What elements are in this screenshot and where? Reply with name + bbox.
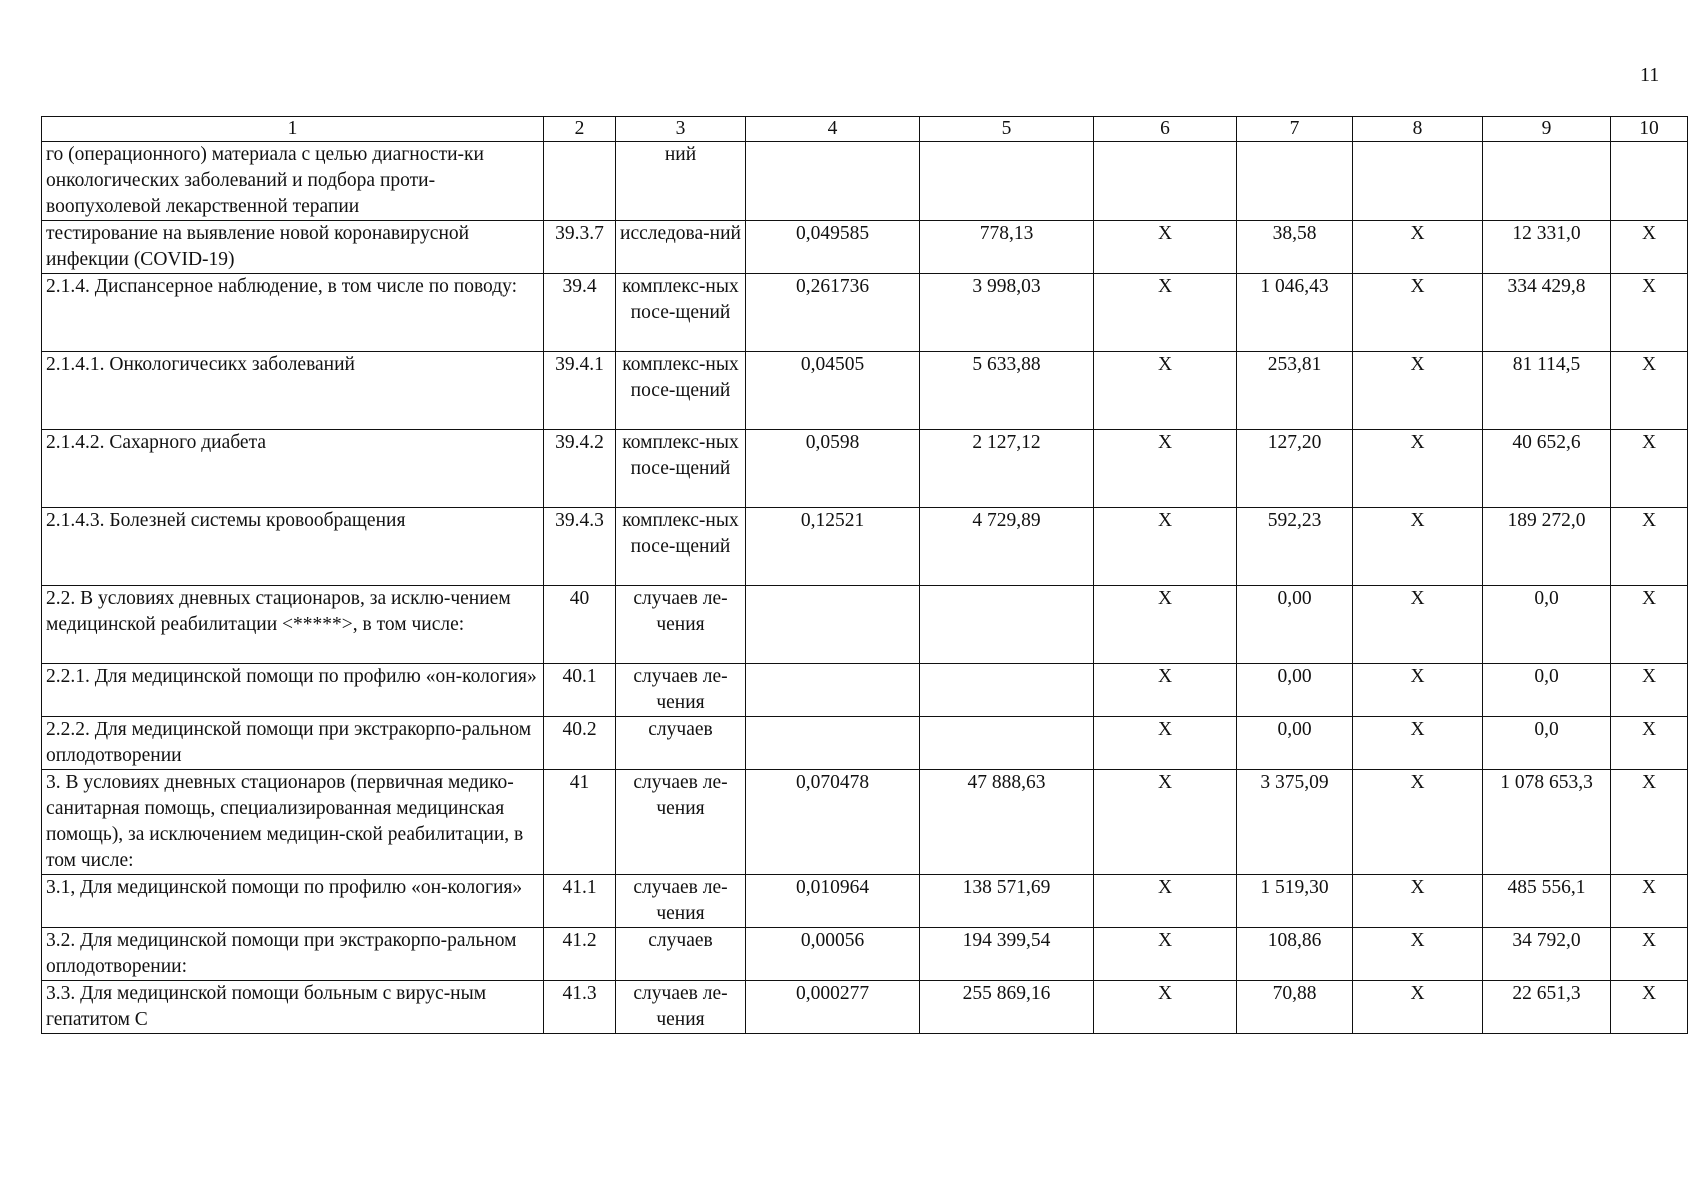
cell-norm-cost: 4 729,89 <box>920 508 1094 586</box>
cell-col-10: Х <box>1611 586 1688 664</box>
cell-unit: комплекс-ных посе-щений <box>616 352 746 430</box>
cell-col-6: Х <box>1094 928 1237 981</box>
cell-row-code: 41 <box>544 770 616 875</box>
cell-row-label: 2.1.4.1. Онкологичесикх заболеваний <box>42 352 544 430</box>
cell-col-6: Х <box>1094 664 1237 717</box>
cell-norm-cost <box>920 586 1094 664</box>
cell-col-6: Х <box>1094 717 1237 770</box>
cell-row-code: 41.3 <box>544 981 616 1034</box>
cell-per-capita: 70,88 <box>1237 981 1353 1034</box>
cell-row-label: 2.1.4.3. Болезней системы кровообращения <box>42 508 544 586</box>
cell-norm-cost: 3 998,03 <box>920 274 1094 352</box>
cell-norm-volume <box>746 717 920 770</box>
cell-total-sum: 334 429,8 <box>1483 274 1611 352</box>
cell-col-8: Х <box>1353 274 1483 352</box>
cell-norm-cost <box>920 717 1094 770</box>
cell-norm-volume: 0,04505 <box>746 352 920 430</box>
cell-col-6: Х <box>1094 770 1237 875</box>
cell-per-capita: 0,00 <box>1237 586 1353 664</box>
cell-col-10: Х <box>1611 981 1688 1034</box>
cell-norm-volume: 0,070478 <box>746 770 920 875</box>
cell-norm-cost: 138 571,69 <box>920 875 1094 928</box>
cell-total-sum: 485 556,1 <box>1483 875 1611 928</box>
cell-per-capita: 108,86 <box>1237 928 1353 981</box>
cell-unit: случаев <box>616 717 746 770</box>
cell-col-8: Х <box>1353 221 1483 274</box>
cell-norm-volume: 0,0598 <box>746 430 920 508</box>
cell-unit: случаев ле-чения <box>616 664 746 717</box>
cell-norm-volume: 0,010964 <box>746 875 920 928</box>
cell-row-code: 41.2 <box>544 928 616 981</box>
cell-norm-volume: 0,000277 <box>746 981 920 1034</box>
cell-row-label: тестирование на выявление новой коронавирусной инфекции (COVID-19) <box>42 221 544 274</box>
cell-row-code: 40.1 <box>544 664 616 717</box>
page-number: 11 <box>1640 64 1660 86</box>
column-header: 4 <box>746 117 920 142</box>
cell-col-6: Х <box>1094 274 1237 352</box>
table-row <box>42 430 1688 508</box>
cell-row-code: 41.1 <box>544 875 616 928</box>
cell-row-code: 40 <box>544 586 616 664</box>
table-row <box>42 875 1688 928</box>
column-header: 1 <box>42 117 544 142</box>
cell-col-10: Х <box>1611 928 1688 981</box>
cell-col-8: Х <box>1353 981 1483 1034</box>
column-header: 2 <box>544 117 616 142</box>
column-header: 9 <box>1483 117 1611 142</box>
cell-col-6 <box>1094 142 1237 221</box>
cell-row-label: 3.3. Для медицинской помощи больным с вирус-ным гепатитом С <box>42 981 544 1034</box>
cell-col-8: Х <box>1353 508 1483 586</box>
cell-norm-cost: 5 633,88 <box>920 352 1094 430</box>
cell-total-sum: 81 114,5 <box>1483 352 1611 430</box>
cell-row-code: 39.3.7 <box>544 221 616 274</box>
cell-col-8: Х <box>1353 717 1483 770</box>
cell-total-sum: 1 078 653,3 <box>1483 770 1611 875</box>
cell-norm-cost: 2 127,12 <box>920 430 1094 508</box>
cell-row-label: 2.2. В условиях дневных стационаров, за исклю-чением медицинской реабилитации <*****>, в том числе: <box>42 586 544 664</box>
cell-row-code: 40.2 <box>544 717 616 770</box>
table-row <box>42 142 1688 221</box>
table-row <box>42 664 1688 717</box>
cell-row-code: 39.4.3 <box>544 508 616 586</box>
cell-row-label: 2.2.2. Для медицинской помощи при экстракорпо-ральном оплодотворении <box>42 717 544 770</box>
cell-col-8: Х <box>1353 664 1483 717</box>
cell-row-label: го (операционного) материала с целью диагности-ки онкологических заболеваний и подбора проти-воопухолевой лекарственной терапии <box>42 142 544 221</box>
cell-total-sum: 0,0 <box>1483 717 1611 770</box>
cell-total-sum: 40 652,6 <box>1483 430 1611 508</box>
cell-row-label: 3.2. Для медицинской помощи при экстракорпо-ральном оплодотворении: <box>42 928 544 981</box>
cell-unit: ний <box>616 142 746 221</box>
cell-per-capita: 1 046,43 <box>1237 274 1353 352</box>
cell-per-capita: 0,00 <box>1237 717 1353 770</box>
table-row <box>42 717 1688 770</box>
table-row <box>42 770 1688 875</box>
cell-per-capita: 0,00 <box>1237 664 1353 717</box>
cell-total-sum <box>1483 142 1611 221</box>
cell-total-sum: 34 792,0 <box>1483 928 1611 981</box>
cell-total-sum: 12 331,0 <box>1483 221 1611 274</box>
cell-unit: случаев ле-чения <box>616 981 746 1034</box>
cell-col-10: Х <box>1611 221 1688 274</box>
cell-row-code <box>544 142 616 221</box>
cell-norm-volume: 0,261736 <box>746 274 920 352</box>
cell-per-capita: 592,23 <box>1237 508 1353 586</box>
cell-norm-cost: 255 869,16 <box>920 981 1094 1034</box>
cell-col-10 <box>1611 142 1688 221</box>
cell-per-capita <box>1237 142 1353 221</box>
cell-total-sum: 0,0 <box>1483 586 1611 664</box>
table-row <box>42 586 1688 664</box>
cell-norm-volume <box>746 142 920 221</box>
cell-norm-volume <box>746 664 920 717</box>
column-header: 6 <box>1094 117 1237 142</box>
cell-col-6: Х <box>1094 586 1237 664</box>
table-row <box>42 274 1688 352</box>
cell-col-8: Х <box>1353 352 1483 430</box>
cell-total-sum: 189 272,0 <box>1483 508 1611 586</box>
cell-norm-volume: 0,00056 <box>746 928 920 981</box>
cell-col-6: Х <box>1094 508 1237 586</box>
cell-per-capita: 253,81 <box>1237 352 1353 430</box>
cell-col-10: Х <box>1611 508 1688 586</box>
table-row <box>42 928 1688 981</box>
cell-row-code: 39.4.1 <box>544 352 616 430</box>
cell-col-10: Х <box>1611 875 1688 928</box>
cell-unit: исследова-ний <box>616 221 746 274</box>
cell-row-label: 3.1, Для медицинской помощи по профилю «он-кология» <box>42 875 544 928</box>
cell-unit: комплекс-ных посе-щений <box>616 274 746 352</box>
cell-row-label: 2.2.1. Для медицинской помощи по профилю «он-кология» <box>42 664 544 717</box>
table-row <box>42 981 1688 1034</box>
cell-col-10: Х <box>1611 770 1688 875</box>
cell-norm-cost: 778,13 <box>920 221 1094 274</box>
column-number-row <box>42 117 1688 142</box>
cell-total-sum: 0,0 <box>1483 664 1611 717</box>
cell-norm-cost: 47 888,63 <box>920 770 1094 875</box>
cell-col-10: Х <box>1611 664 1688 717</box>
cell-col-6: Х <box>1094 430 1237 508</box>
cell-norm-cost: 194 399,54 <box>920 928 1094 981</box>
cell-col-6: Х <box>1094 352 1237 430</box>
cell-unit: случаев ле-чения <box>616 875 746 928</box>
cell-col-8: Х <box>1353 928 1483 981</box>
cell-total-sum: 22 651,3 <box>1483 981 1611 1034</box>
table-row <box>42 221 1688 274</box>
cell-row-label: 2.1.4.2. Сахарного диабета <box>42 430 544 508</box>
cell-col-6: Х <box>1094 221 1237 274</box>
cell-col-6: Х <box>1094 981 1237 1034</box>
column-header: 8 <box>1353 117 1483 142</box>
cell-col-10: Х <box>1611 274 1688 352</box>
cell-row-label: 3. В условиях дневных стационаров (первичная медико-санитарная помощь, специализированная медицинская помощь), за исключением медицин-ской реабилитации, в том числе: <box>42 770 544 875</box>
cell-col-8: Х <box>1353 586 1483 664</box>
cell-per-capita: 1 519,30 <box>1237 875 1353 928</box>
cell-norm-cost <box>920 142 1094 221</box>
cell-col-8: Х <box>1353 875 1483 928</box>
cell-norm-volume <box>746 586 920 664</box>
cell-norm-cost <box>920 664 1094 717</box>
cell-unit: комплекс-ных посе-щений <box>616 508 746 586</box>
cell-row-code: 39.4.2 <box>544 430 616 508</box>
column-header: 10 <box>1611 117 1688 142</box>
cell-col-10: Х <box>1611 430 1688 508</box>
cell-col-8: Х <box>1353 430 1483 508</box>
cell-row-code: 39.4 <box>544 274 616 352</box>
cell-unit: случаев ле-чения <box>616 770 746 875</box>
cell-per-capita: 38,58 <box>1237 221 1353 274</box>
cell-per-capita: 3 375,09 <box>1237 770 1353 875</box>
cell-unit: случаев <box>616 928 746 981</box>
cell-unit: случаев ле-чения <box>616 586 746 664</box>
cell-col-10: Х <box>1611 717 1688 770</box>
table-row <box>42 508 1688 586</box>
cell-col-8: Х <box>1353 770 1483 875</box>
cell-norm-volume: 0,12521 <box>746 508 920 586</box>
column-header: 5 <box>920 117 1094 142</box>
table-row <box>42 352 1688 430</box>
cell-unit: комплекс-ных посе-щений <box>616 430 746 508</box>
data-table <box>41 116 1688 1034</box>
cell-col-8 <box>1353 142 1483 221</box>
cell-col-10: Х <box>1611 352 1688 430</box>
cell-col-6: Х <box>1094 875 1237 928</box>
cell-per-capita: 127,20 <box>1237 430 1353 508</box>
cell-norm-volume: 0,049585 <box>746 221 920 274</box>
column-header: 7 <box>1237 117 1353 142</box>
column-header: 3 <box>616 117 746 142</box>
cell-row-label: 2.1.4. Диспансерное наблюдение, в том числе по поводу: <box>42 274 544 352</box>
